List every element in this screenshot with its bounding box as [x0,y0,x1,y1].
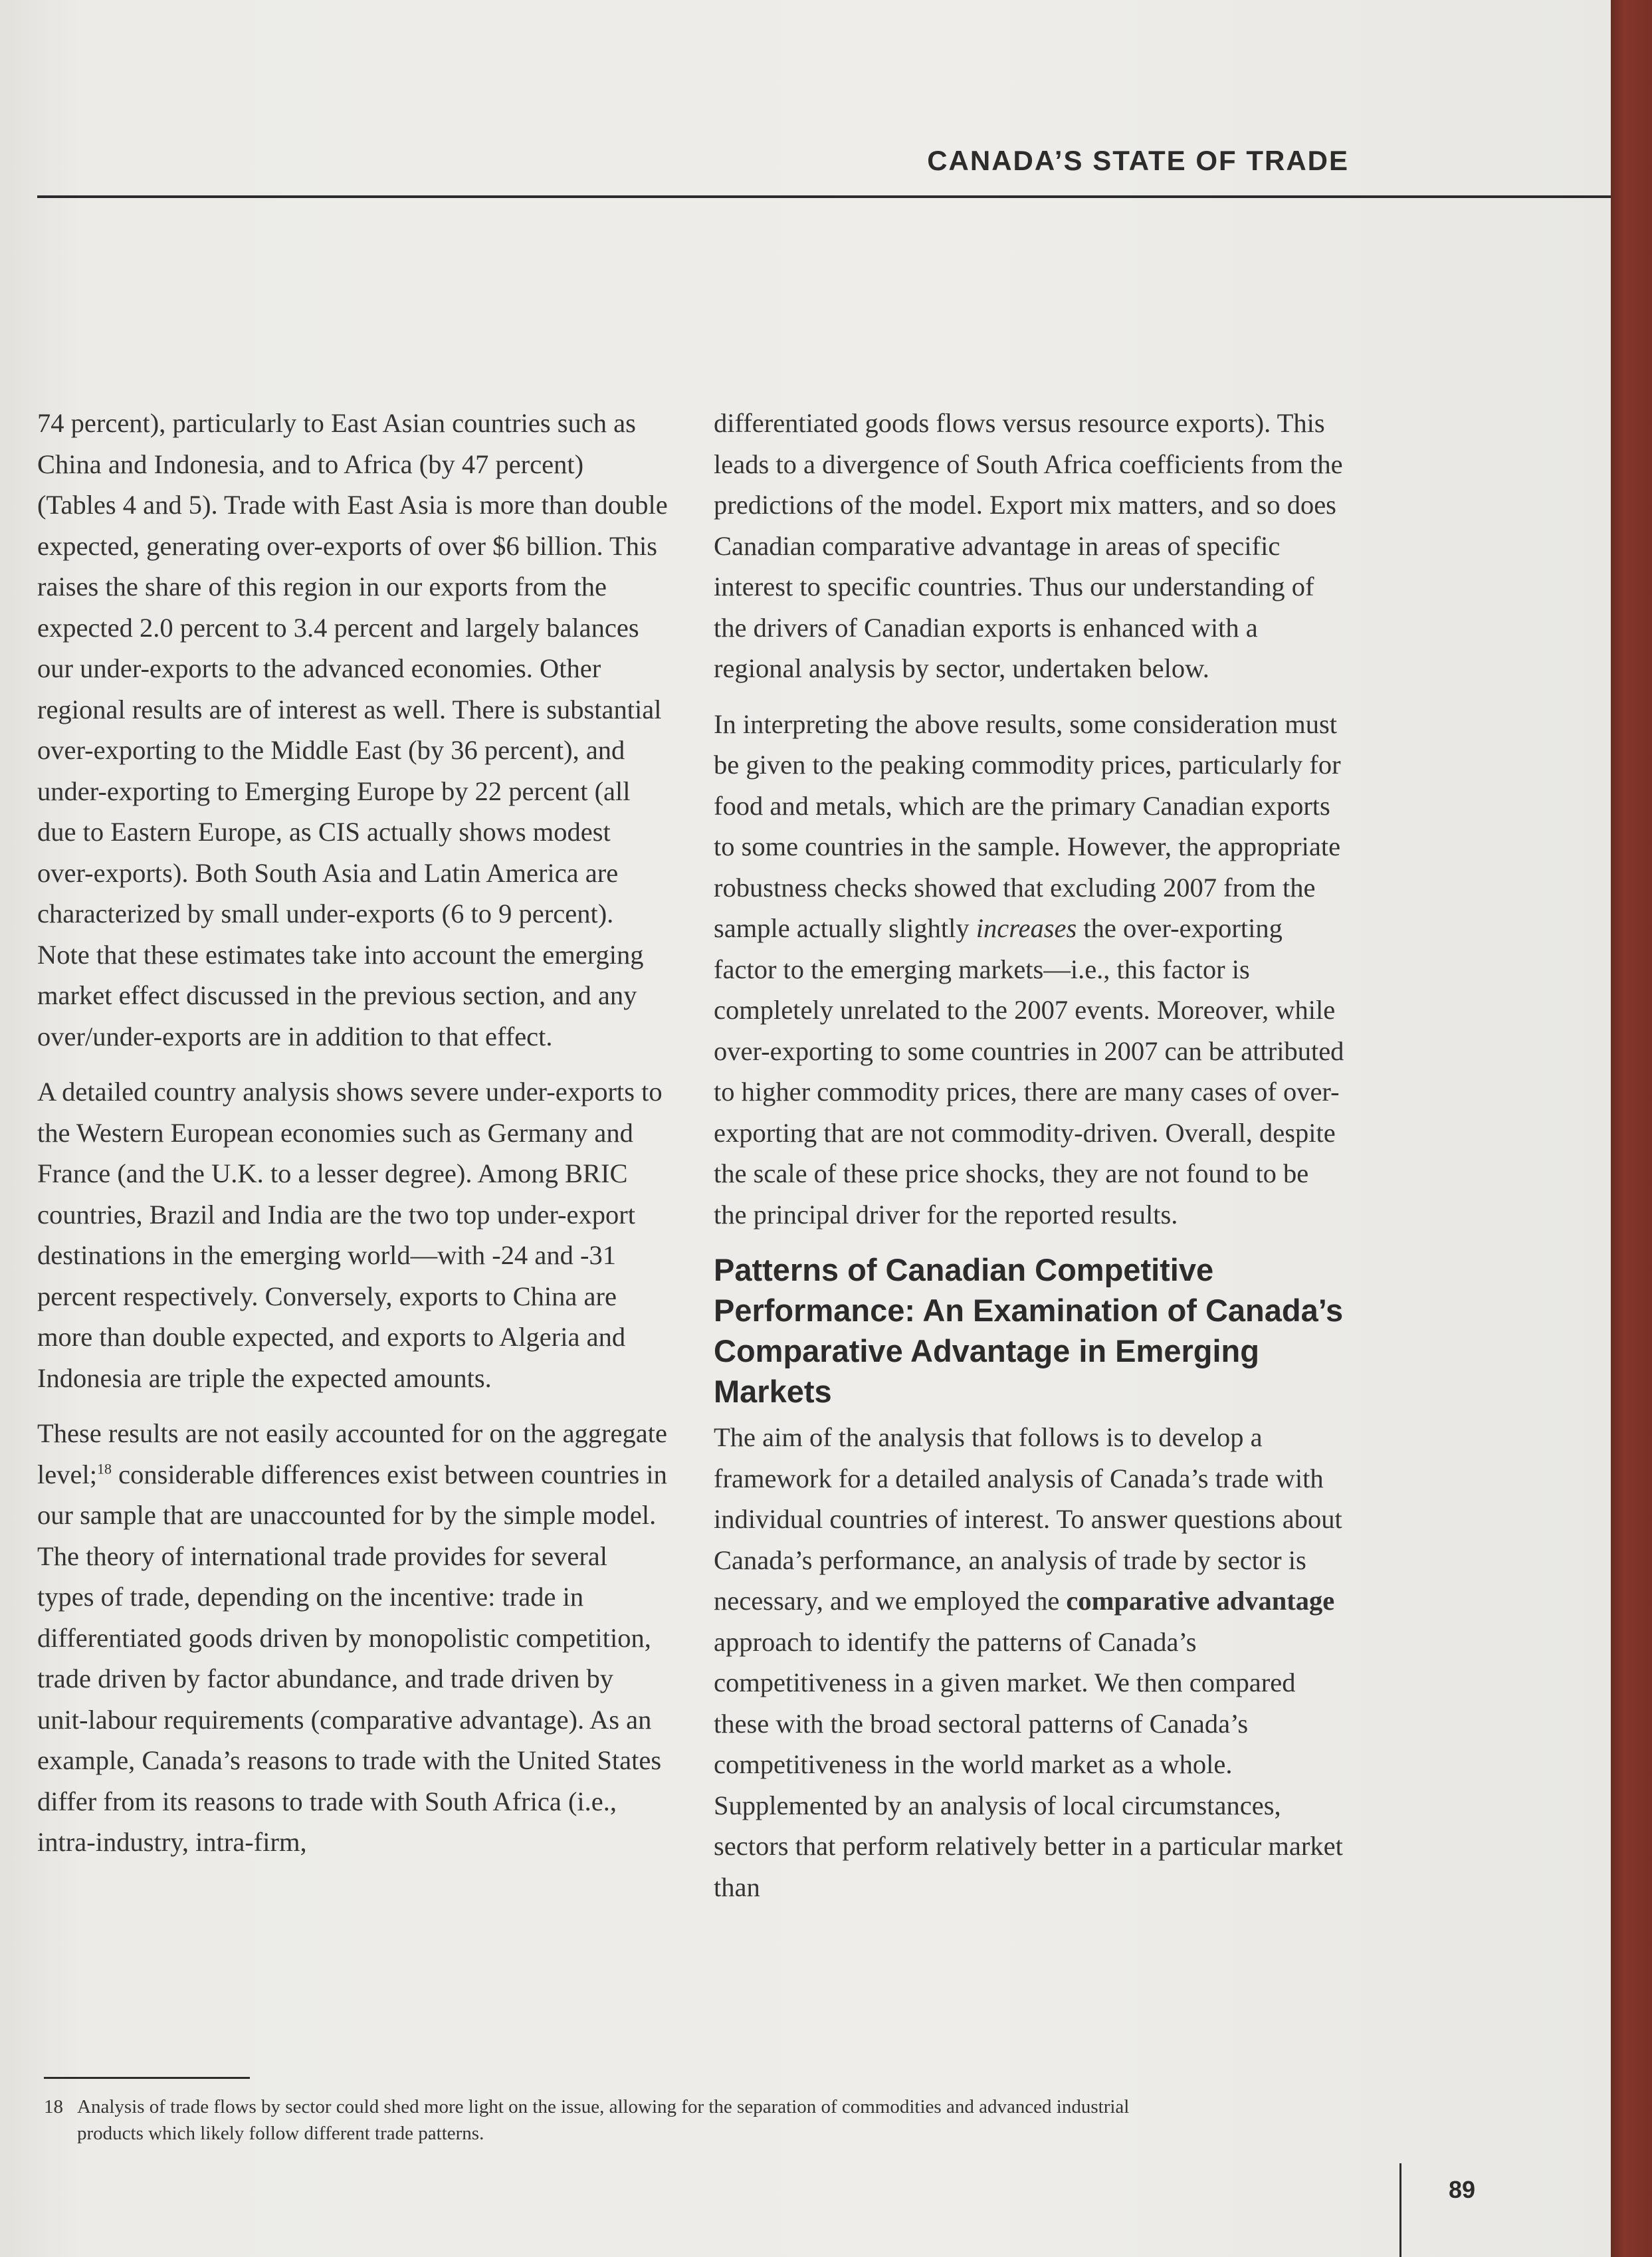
right-paragraph-3-part-2: approach to identify the patterns of Canada’s competitiveness in a given market. We then compared these with the broad sectoral patterns of Canada’s competitiveness in the world market as a whole. Supplemented by an analysis of local circumstances, sectors that perform relatively better in a particular market than [714,1626,1343,1902]
footnote-line-1: Analysis of trade flows by sector could shed more light on the issue, allowing for the separation of commodities and advanced industrial [77,2096,1130,2117]
left-paragraph-3-part-1: These results are not easily accounted for on the aggregate level; [37,1418,667,1489]
left-column [37,403,669,1878]
footnote [44,2094,1346,2147]
right-paragraph-1: differentiated goods flows versus resource exports). This leads to a divergence of South Africa coefficients from the predictions of the model. Export mix matters, and so does Canadian comparative advantage in areas of specific interest to specific countries. Thus our understanding of the drivers of Canadian exports is enhanced with a regional analysis by sector, undertaken below. [714,408,1343,683]
left-paragraph-2: A detailed country analysis shows severe under-exports to the Western European economies such as Germany and France (and the U.K. to a lesser degree). Among BRIC countries, Brazil and India are the two top under-export destinations in the emerging world—with -24 and -31 percent respectively. Conversely, exports to China are more than double expected, and exports to Algeria and Indonesia are triple the expected amounts. [37,1077,663,1393]
emphasis-increases: increases [976,913,1077,943]
book-spine-edge [1611,0,1652,2257]
footnote-number: 18 [44,2096,63,2117]
header-rule [37,195,1611,198]
footnote-marker: 18 [96,1460,112,1477]
right-paragraph-2-part-2: the over-exporting factor to the emerging markets—i.e., this factor is completely unrelated to the 2007 events. Moreover, while over-exporting to some countries in 2007 can be attributed to higher commodity prices, there are many cases of over-exporting that are not commodity-driven. Overall, despite the scale of these price shocks, they are not found to be the principal driver for the reported results. [714,913,1344,1230]
running-head: CANADA’S STATE OF TRADE [927,145,1349,176]
right-paragraph-2 [714,704,1345,1236]
section-heading: Patterns of Canadian Competitive Performance: An Examination of Canada’s Comparative Advantage in Emerging Markets [714,1252,1344,1409]
right-paragraph-3-part-1: The aim of the analysis that follows is to develop a framework for a detailed analysis of Canada’s trade with individual countries of interest. To answer questions about Canada’s performance, an analysis of trade by sector is necessary, and we employed the [714,1422,1342,1616]
left-paragraph-3 [37,1413,669,1863]
left-paragraph-3-part-2: considerable differences exist between countries in our sample that are unaccounted for by the simple model. The theory of international trade provides for several types of trade, depending on the incentive: trade in differentiated goods driven by monopolistic competition, trade driven by factor abundance, and trade driven by unit-labour requirements (comparative advantage). As an example, Canada’s reasons to trade with the United States differ from its reasons to trade with South Africa (i.e., intra-industry, intra-firm, [37,1459,667,1857]
page-number-divider [1399,2163,1401,2257]
right-paragraph-3 [714,1417,1345,1907]
page-number: 89 [1449,2176,1476,2203]
bold-comparative-advantage: comparative advantage [1066,1586,1335,1616]
right-column [714,403,1345,1922]
right-paragraph-2-part-1: In interpreting the above results, some consideration must be given to the peaking commodity prices, particularly for food and metals, which are the primary Canadian exports to some countries in the sample. However, the appropriate robustness checks showed that excluding 2007 from the sample actually slightly [714,708,1341,943]
left-paragraph-1: 74 percent), particularly to East Asian countries such as China and Indonesia, and to Africa (by 47 percent) (Tables 4 and 5). Trade with East Asia is more than double expected, generating over-exports of over $6 billion. This raises the share of this region in our exports from the expected 2.0 percent to 3.4 percent and largely balances our under-exports to the advanced economies. Other regional results are of interest as well. There is substantial over-exporting to the Middle East (by 36 percent), and under-exporting to Emerging Europe by 22 percent (all due to Eastern Europe, as CIS actually shows modest over-exports). Both South Asia and Latin America are characterized by small under-exports (6 to 9 percent). Note that these estimates take into account the emerging market effect discussed in the previous section, and any over/under-exports are in addition to that effect. [37,408,668,1051]
footnote-rule [44,2077,250,2079]
footnote-line-2: products which likely follow different trade patterns. [77,2123,484,2144]
